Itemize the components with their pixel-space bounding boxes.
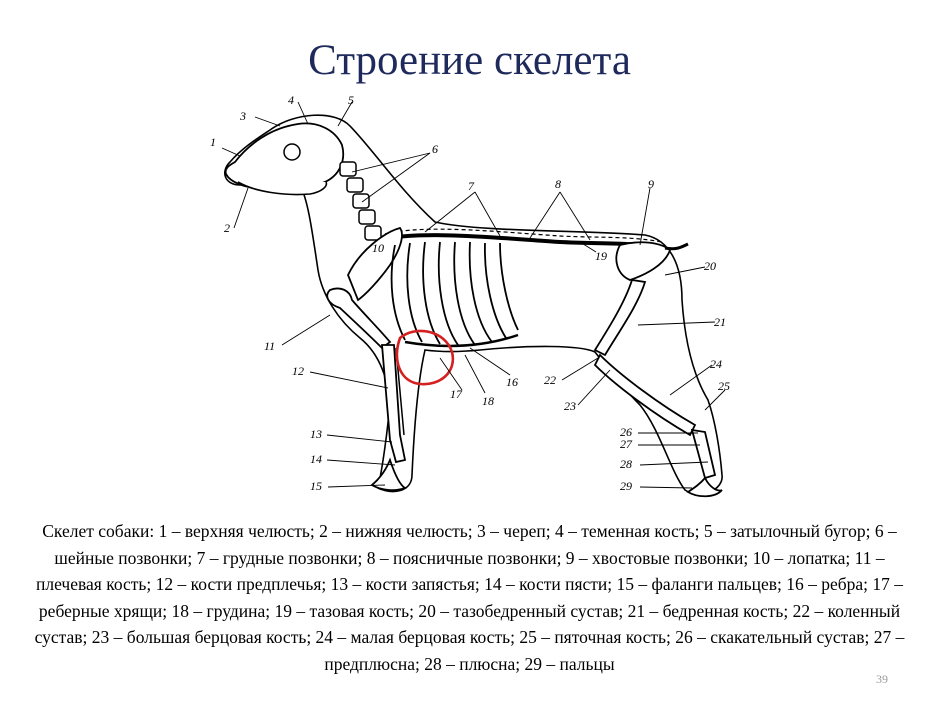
label-28: 28 xyxy=(620,457,632,471)
label-17: 17 xyxy=(450,387,462,401)
label-4: 4 xyxy=(288,93,294,107)
hind-metatarsus xyxy=(692,430,715,478)
label-27: 27 xyxy=(620,437,632,451)
label-18: 18 xyxy=(482,394,494,408)
skeleton-svg xyxy=(200,90,740,515)
label-6: 6 xyxy=(432,142,438,156)
label-13: 13 xyxy=(310,427,322,441)
label-29: 29 xyxy=(620,479,632,493)
label-10: 10 xyxy=(372,241,384,255)
pelvis xyxy=(616,242,670,280)
label-7: 7 xyxy=(468,179,474,193)
label-19: 19 xyxy=(595,249,607,263)
label-21: 21 xyxy=(714,315,726,329)
page-number: 39 xyxy=(876,672,888,686)
label-15: 15 xyxy=(310,479,322,493)
dog-skeleton-figure xyxy=(200,90,740,520)
label-25: 25 xyxy=(718,379,730,393)
label-2: 2 xyxy=(224,221,230,235)
tibia xyxy=(595,355,695,435)
label-1: 1 xyxy=(210,135,216,149)
label-5: 5 xyxy=(348,93,354,107)
slide-title: Строение скелета xyxy=(308,37,631,84)
cervical-vertebrae xyxy=(340,162,381,240)
figure-caption: Скелет собаки: 1 – верхняя челюсть; 2 – нижняя челюсть; 3 – череп; 4 – теменная кость; 5 – затылочный бугор; 6 – шейные позвонки; 7 – грудные позвонки; 8 – поясничные позвонки; 9 – хвостовые позвонки; 10 – лопатка; 11 – плечевая кость; 12 – кости предплечья; 13 – кости запястья; 14 – кости пясти; 15 – фаланги пальцев; 16 – ребра; 17 – реберные хрящи; 18 – грудина; 19 – тазовая кость; 20 – тазобедренный сустав; 21 – бедренная кость; 22 – коленный сустав; 23 – большая берцовая кость; 24 – малая берцовая кость; 25 – пяточная кость; 26 – скакательный сустав; 27 – предплюсна; 28 – плюсна; 29 – пальцы xyxy=(34,521,905,674)
label-20: 20 xyxy=(704,259,716,273)
label-11: 11 xyxy=(264,339,276,353)
label-3: 3 xyxy=(240,109,246,123)
label-12: 12 xyxy=(292,364,304,378)
label-23: 23 xyxy=(564,399,576,413)
label-16: 16 xyxy=(506,375,518,389)
femur xyxy=(595,280,645,355)
label-8: 8 xyxy=(555,177,561,191)
label-9: 9 xyxy=(648,177,654,191)
tail-vertebrae xyxy=(665,244,688,249)
label-26: 26 xyxy=(620,425,632,439)
label-14: 14 xyxy=(310,452,322,466)
label-24: 24 xyxy=(710,357,722,371)
ribs xyxy=(392,242,518,345)
jaw xyxy=(238,182,326,195)
label-22: 22 xyxy=(544,373,556,387)
